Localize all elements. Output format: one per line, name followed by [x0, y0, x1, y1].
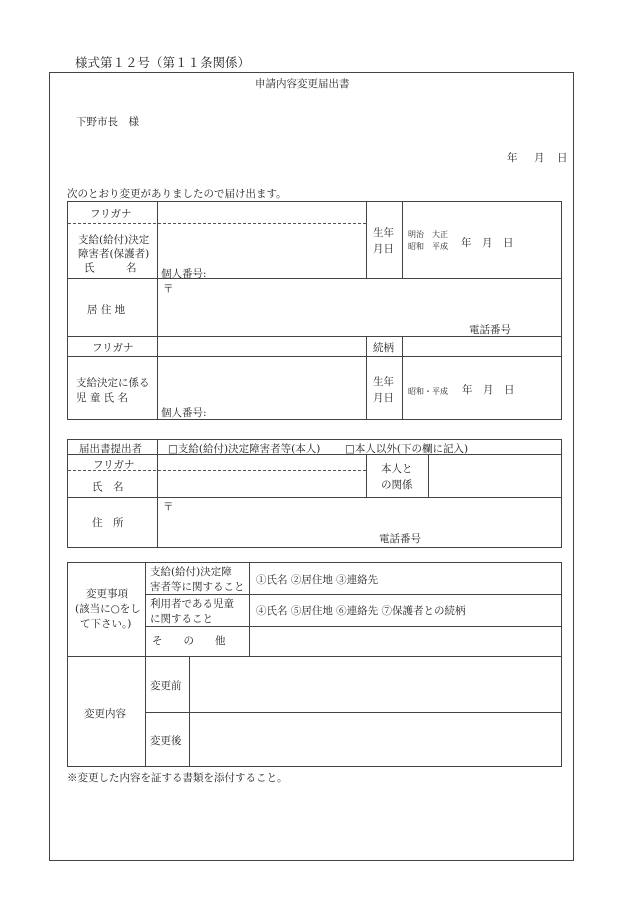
applicant-postal-mark: 〒	[163, 283, 174, 295]
submitter-label: 届出書提出者	[79, 443, 142, 455]
child-birth-label-1: 生年	[373, 376, 394, 388]
change-item-label-3: て下さい。)	[80, 618, 132, 630]
submitter-furigana-label: フリガナ	[93, 459, 135, 471]
change-row2-label-1: 利用者である児童	[150, 598, 234, 610]
date-day: 日	[557, 152, 568, 164]
change-row3-label: そ の 他	[152, 635, 226, 647]
change-row1-label-2: 害者等に関すること	[150, 581, 245, 593]
footnote: ※変更した内容を証する書類を添付すること。	[67, 772, 288, 784]
applicant-era-1: 明治 大正	[408, 230, 448, 239]
applicant-address-label: 居 住 地	[87, 304, 126, 316]
applicant-birth-label-1: 生年	[373, 227, 394, 239]
change-row2-label-2: に関すること	[150, 613, 213, 625]
form-number: 様式第１２号（第１１条関係）	[75, 55, 251, 70]
change-item-label-1: 変更事項	[86, 588, 128, 600]
submitter-name-label: 氏 名	[92, 481, 124, 493]
child-personal-number-label: 個人番号:	[161, 407, 207, 419]
change-before-label: 変更前	[150, 680, 182, 692]
submitter-option-other[interactable]: □本人以外(下の欄に記入)	[345, 443, 469, 455]
change-row1-options[interactable]: ①氏名 ②居住地 ③連絡先	[256, 574, 379, 586]
submitter-relation-label-2: の関係	[381, 479, 413, 491]
child-name-label-1: 支給決定に係る	[76, 377, 150, 389]
date-year: 年	[507, 152, 518, 164]
submitter-option-self[interactable]: □支給(給付)決定障害者等(本人)	[168, 443, 321, 455]
child-furigana-label: フリガナ	[92, 342, 134, 354]
intro-text: 次のとおり変更がありましたので届け出ます。	[67, 188, 287, 200]
change-item-label-2: (該当に○をし	[75, 603, 141, 615]
change-row2-options[interactable]: ④氏名 ⑤居住地 ⑥連絡先 ⑦保護者との続柄	[256, 605, 466, 617]
form-title: 申請内容変更届出書	[255, 78, 350, 90]
applicant-personal-number-label: 個人番号:	[161, 268, 207, 280]
change-after-label: 変更後	[150, 735, 182, 747]
child-relation-label: 続柄	[373, 342, 394, 354]
child-name-label-2: 児 童 氏 名	[76, 392, 129, 404]
applicant-name-label-1: 支給(給付)決定	[78, 234, 150, 246]
change-table	[67, 562, 562, 767]
submitter-phone-label: 電話番号	[379, 533, 421, 545]
child-birth-ymd: 年 月 日	[462, 384, 515, 396]
child-era: 昭和・平成	[408, 387, 448, 396]
applicant-name-label-2: 障害者(保護者)	[78, 248, 150, 260]
applicant-furigana-label: フリガナ	[90, 208, 132, 220]
submitter-relation-label-1: 本人と	[381, 463, 413, 475]
change-content-label: 変更内容	[84, 708, 126, 720]
applicant-phone-label: 電話番号	[469, 324, 511, 336]
date-month: 月	[534, 152, 545, 164]
submitter-address-label: 住 所	[92, 517, 124, 529]
applicant-era-2: 昭和 平成	[408, 242, 448, 251]
applicant-name-label-3: 氏 名	[84, 262, 137, 274]
submitter-postal-mark: 〒	[163, 501, 174, 513]
change-row1-label-1: 支給(給付)決定障	[150, 566, 232, 578]
child-birth-label-2: 月日	[373, 392, 394, 404]
addressee: 下野市長 様	[76, 116, 139, 128]
applicant-birth-ymd: 年 月 日	[461, 237, 514, 249]
applicant-birth-label-2: 月日	[373, 243, 394, 255]
